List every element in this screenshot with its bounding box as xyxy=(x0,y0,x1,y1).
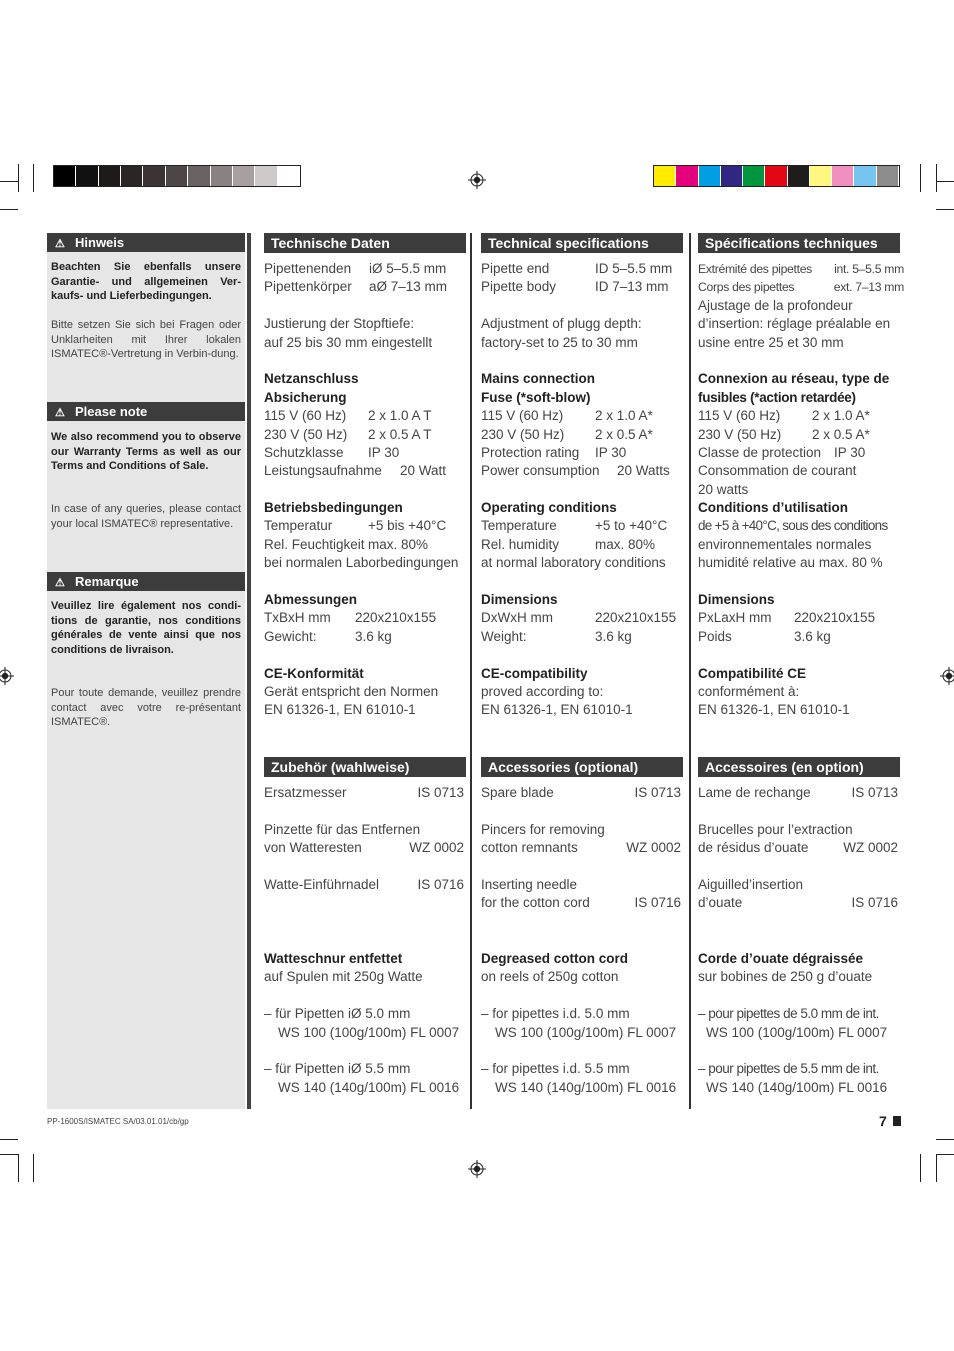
spec-label: Pipettenkörper xyxy=(264,279,352,295)
header-technical-specifications: Technical specifications xyxy=(481,233,683,253)
warning-icon: ⚠ xyxy=(55,407,65,419)
spec-value: 2 x 0.5 A T xyxy=(368,426,432,442)
accessory-code: WS 140 (140g/100m) FL 0016 xyxy=(278,1079,460,1095)
spec-label: Leistungsaufnahme xyxy=(264,463,382,479)
accessory-code: WS 100 (100g/100m) FL 0007 xyxy=(706,1024,888,1040)
spec-heading: Dimensions xyxy=(698,592,775,608)
spec-text: – für Pipetten iØ 5.5 mm xyxy=(264,1061,411,1077)
note-bold-fr: Veuillez lire également nos condi-tions de garantie, nos conditions générales de vente ainsi que nos conditions de livraison. xyxy=(51,600,241,656)
spec-label: Protection rating xyxy=(481,444,580,460)
crop-mark xyxy=(936,1139,954,1140)
process-color-bar xyxy=(653,165,900,187)
crop-mark xyxy=(920,1154,921,1182)
crop-mark xyxy=(936,209,954,210)
accessory-code: IS 0713 xyxy=(634,785,681,800)
spec-text: d’insertion: réglage préalable en xyxy=(698,316,891,332)
spec-label: 115 V (60 Hz) xyxy=(698,408,781,424)
spec-label: 115 V (60 Hz) xyxy=(264,408,347,424)
spec-value: iØ 5–5.5 mm xyxy=(369,261,447,276)
accessory-label: von Watteresten xyxy=(264,840,362,856)
spec-label: Classe de protection xyxy=(698,444,822,460)
accessory-code: WZ 0002 xyxy=(409,840,464,856)
accessories-column-de xyxy=(264,784,464,894)
spec-label: Pipettenenden xyxy=(264,261,352,276)
spec-text: – pour pipettes de 5.0 mm de int. xyxy=(698,1006,879,1022)
spec-value: IP 30 xyxy=(368,444,400,460)
color-swatch xyxy=(188,166,210,186)
color-swatch xyxy=(788,166,810,186)
spec-text: EN 61326-1, EN 61010-1 xyxy=(264,702,416,718)
crop-mark xyxy=(0,1139,18,1140)
spec-text: Gerät entspricht den Normen xyxy=(264,683,439,699)
spec-value: IP 30 xyxy=(834,444,866,460)
spec-text: EN 61326-1, EN 61010-1 xyxy=(481,702,633,718)
note-bold-de: Beachten Sie ebenfalls unsere Garantie- und allgemeinen Ver-kaufs- und Lieferbedingungen. xyxy=(51,261,241,303)
spec-text: humidité relative au max. 80 % xyxy=(698,555,883,571)
color-swatch xyxy=(76,166,98,186)
color-swatch xyxy=(676,166,698,186)
spec-text: auf Spulen mit 250g Watte xyxy=(264,969,423,985)
spec-label: 115 V (60 Hz) xyxy=(481,408,564,424)
note-text-en: In case of any queries, please contact your local ISMATEC® representative. xyxy=(51,503,241,530)
spec-label: Rel. humidity xyxy=(481,536,560,552)
accessory-label: Pinzette für das Entfernen xyxy=(264,821,421,837)
color-swatch xyxy=(255,166,277,186)
spec-heading: Conditions d’utilisation xyxy=(698,500,848,516)
spec-value: 220x210x155 xyxy=(355,610,437,626)
spec-label: 230 V (50 Hz) xyxy=(698,426,782,442)
note-text-de: Bitte setzen Sie sich bei Fragen oder Unklarheiten mit Ihrer lokalen ISMATEC®-Vertretung in Verbin-dung. xyxy=(51,319,241,361)
spec-value: 20 Watts xyxy=(617,463,670,479)
crop-mark xyxy=(936,181,954,182)
crop-mark xyxy=(33,164,34,192)
spec-text: factory-set to 25 to 30 mm xyxy=(481,334,638,350)
spec-value: IP 30 xyxy=(595,444,627,460)
accessory-code: WZ 0002 xyxy=(626,840,681,856)
note-title: Please note xyxy=(75,404,148,419)
page-marker xyxy=(893,1116,901,1126)
crop-mark xyxy=(33,1154,34,1182)
spec-label: Temperature xyxy=(481,518,557,534)
spec-heading: Mains connection xyxy=(481,371,596,387)
spec-value: 2 x 1.0 A* xyxy=(812,408,870,424)
spec-value: aØ 7–13 mm xyxy=(369,279,448,295)
registration-mark-icon xyxy=(468,171,486,189)
spec-label: PxLaxH mm xyxy=(698,610,772,626)
column-divider xyxy=(470,233,472,1109)
accessory-code: IS 0716 xyxy=(851,895,898,911)
spec-label: Temperatur xyxy=(264,518,333,534)
header-zubehoer: Zubehör (wahlweise) xyxy=(264,757,466,777)
sidebar-notes xyxy=(47,233,245,1109)
accessory-code: WS 140 (140g/100m) FL 0016 xyxy=(706,1079,888,1095)
color-swatch xyxy=(721,166,743,186)
spec-text: – für Pipetten iØ 5.0 mm xyxy=(264,1006,411,1022)
note-header-en xyxy=(47,402,245,421)
color-swatch xyxy=(54,166,76,186)
registration-mark-icon xyxy=(468,1160,486,1178)
spec-text: at normal laboratory conditions xyxy=(481,555,666,571)
spec-text: auf 25 bis 30 mm eingestellt xyxy=(264,334,433,350)
crop-mark xyxy=(0,1154,18,1155)
spec-label: DxWxH mm xyxy=(481,610,553,626)
spec-heading: Compatibilité CE xyxy=(698,665,807,681)
accessory-label: Ersatzmesser xyxy=(264,785,347,800)
spec-text: usine entre 25 et 30 mm xyxy=(698,334,844,350)
spec-text: conformément à: xyxy=(698,683,800,699)
spec-text: Justierung der Stopftiefe: xyxy=(264,316,415,332)
color-swatch xyxy=(166,166,188,186)
color-swatch xyxy=(211,166,233,186)
note-header-fr xyxy=(47,572,245,591)
spec-value: 3.6 kg xyxy=(595,628,632,644)
accessory-code: IS 0716 xyxy=(634,895,681,911)
color-swatch xyxy=(877,166,899,186)
color-swatch xyxy=(699,166,721,186)
header-accessories: Accessories (optional) xyxy=(481,757,683,777)
spec-label: TxBxH mm xyxy=(264,610,331,626)
note-text-fr: Pour toute demande, veuillez prendre contact avec votre re-présentant ISMATEC®. xyxy=(51,687,241,729)
spec-value: 220x210x155 xyxy=(595,610,677,626)
accessory-code: IS 0713 xyxy=(851,785,898,800)
spec-heading: Operating conditions xyxy=(481,500,617,516)
spec-label: 230 V (50 Hz) xyxy=(481,426,565,442)
spec-value: 20 Watt xyxy=(400,463,447,479)
cotton-cord-en xyxy=(481,950,685,1097)
spec-heading: CE-compatibility xyxy=(481,665,588,681)
accessory-label: Aiguilled’insertion xyxy=(698,876,804,892)
spec-heading: Connexion au réseau, type de xyxy=(698,371,890,387)
cotton-cord-fr xyxy=(698,950,902,1097)
spec-text: bei normalen Laborbedingungen xyxy=(264,555,459,571)
accessory-label: Watte-Einführnadel xyxy=(264,876,380,892)
registration-mark-icon xyxy=(940,667,954,685)
spec-label: Extrémité des pipettes xyxy=(698,262,812,276)
spec-value: max. 80% xyxy=(595,536,656,552)
spec-heading: Netzanschluss xyxy=(264,371,359,387)
crop-mark xyxy=(936,1154,954,1155)
spec-value: ID 5–5.5 mm xyxy=(595,261,673,276)
spec-heading: fusibles (*action retardée) xyxy=(698,389,856,405)
accessory-label: cotton remnants xyxy=(481,840,578,856)
spec-text: – pour pipettes de 5.5 mm de int. xyxy=(698,1061,879,1077)
spec-text: de +5 à +40°C, sous des conditions xyxy=(698,518,888,534)
registration-mark-icon xyxy=(0,667,14,685)
crop-mark xyxy=(0,181,18,182)
cotton-cord-de xyxy=(264,950,468,1097)
page-number: 7 xyxy=(879,1113,887,1129)
spec-label: Gewicht: xyxy=(264,628,317,644)
header-specifications-techniques: Spécifications techniques xyxy=(698,233,900,253)
spec-value: ID 7–13 mm xyxy=(595,279,669,295)
accessory-label: for the cotton cord xyxy=(481,895,590,911)
note-header-de xyxy=(47,233,245,252)
crop-mark xyxy=(0,209,18,210)
spec-heading: Fuse (*soft-blow) xyxy=(481,389,591,405)
spec-heading: Abmessungen xyxy=(264,592,358,608)
spec-text: environnementales normales xyxy=(698,536,872,552)
spec-text: on reels of 250g cotton xyxy=(481,969,619,985)
crop-mark xyxy=(936,164,937,192)
accessory-code: WS 100 (100g/100m) FL 0007 xyxy=(495,1024,677,1040)
note-bold-en: We also recommend you to observe our Warranty Terms as well as our Terms and Conditions of Sale. xyxy=(51,431,241,473)
color-swatch xyxy=(278,166,300,186)
specs-column-fr xyxy=(698,260,904,720)
color-swatch xyxy=(810,166,832,186)
color-swatch xyxy=(121,166,143,186)
crop-mark xyxy=(18,164,19,192)
note-title: Hinweis xyxy=(75,235,125,250)
color-swatch xyxy=(99,166,121,186)
spec-label: Schutzklasse xyxy=(264,444,344,460)
spec-label: 230 V (50 Hz) xyxy=(264,426,348,442)
spec-heading: CE-Konformität xyxy=(264,665,364,681)
spec-text: sur bobines de 250 g d’ouate xyxy=(698,969,873,985)
spec-label: Power consumption xyxy=(481,463,600,479)
sidebar-divider xyxy=(247,233,251,1109)
accessory-code: IS 0713 xyxy=(417,785,464,800)
spec-label: Pipette end xyxy=(481,261,550,276)
spec-heading: Watteschnur entfettet xyxy=(264,951,403,966)
spec-heading: Dimensions xyxy=(481,592,558,608)
header-technische-daten: Technische Daten xyxy=(264,233,466,253)
accessory-code: WS 100 (100g/100m) FL 0007 xyxy=(278,1024,460,1040)
spec-label: Rel. Feuchtigkeit xyxy=(264,536,365,552)
spec-label: Weight: xyxy=(481,628,527,644)
spec-text: – for pipettes i.d. 5.0 mm xyxy=(481,1006,630,1022)
spec-label: Poids xyxy=(698,628,732,644)
accessory-label: Spare blade xyxy=(481,785,554,800)
color-swatch xyxy=(654,166,676,186)
warning-icon: ⚠ xyxy=(55,577,65,589)
spec-value: 3.6 kg xyxy=(355,628,392,644)
spec-value: 2 x 1.0 A* xyxy=(595,408,653,424)
spec-label: Corps des pipettes xyxy=(698,280,795,295)
accessory-label: Lame de rechange xyxy=(698,785,811,800)
color-swatch xyxy=(765,166,787,186)
spec-value: 3.6 kg xyxy=(794,628,831,644)
accessories-column-fr xyxy=(698,784,898,913)
color-swatch xyxy=(743,166,765,186)
spec-heading: Degreased cotton cord xyxy=(481,951,629,966)
spec-text: Adjustment of plugg depth: xyxy=(481,316,642,332)
accessory-label: Brucelles pour l’extraction xyxy=(698,821,853,837)
warning-icon: ⚠ xyxy=(55,238,65,250)
color-swatch xyxy=(143,166,165,186)
spec-value: 2 x 1.0 A T xyxy=(368,408,432,424)
crop-mark xyxy=(920,164,921,192)
spec-value: 2 x 0.5 A* xyxy=(595,426,653,442)
spec-value: +5 to +40°C xyxy=(595,518,668,534)
spec-heading: Corde d’ouate dégraissée xyxy=(698,951,864,966)
spec-value: int. 5–5.5 mm xyxy=(834,262,904,276)
accessory-label: de résidus d’ouate xyxy=(698,840,809,856)
spec-text: Ajustage de la profondeur xyxy=(698,297,853,313)
spec-value: +5 bis +40°C xyxy=(368,518,447,534)
spec-text: proved according to: xyxy=(481,683,604,699)
accessory-code: WZ 0002 xyxy=(843,840,898,856)
spec-text: Consommation de courant xyxy=(698,463,857,479)
crop-mark xyxy=(936,1154,937,1182)
color-swatch xyxy=(233,166,255,186)
accessory-label: Inserting needle xyxy=(481,876,578,892)
specs-column-de xyxy=(264,260,470,720)
spec-text: 20 watts xyxy=(698,481,749,497)
accessories-column-en xyxy=(481,784,681,913)
spec-value: max. 80% xyxy=(368,536,429,552)
note-title: Remarque xyxy=(75,574,139,589)
color-swatch xyxy=(832,166,854,186)
spec-value: 2 x 0.5 A* xyxy=(812,426,870,442)
accessory-code: IS 0716 xyxy=(417,876,464,892)
specs-column-en xyxy=(481,260,687,720)
header-accessoires: Accessoires (en option) xyxy=(698,757,900,777)
crop-mark xyxy=(18,1154,19,1182)
color-swatch xyxy=(854,166,876,186)
accessory-label: d’ouate xyxy=(698,895,743,911)
document-code: PP-1600S/ISMATEC SA/03.01.01/cb/gp xyxy=(47,1117,189,1126)
accessory-label: Pincers for removing xyxy=(481,821,605,837)
spec-heading: Absicherung xyxy=(264,389,347,405)
grayscale-color-bar xyxy=(53,165,301,187)
column-divider xyxy=(689,233,691,1109)
accessory-code: WS 140 (140g/100m) FL 0016 xyxy=(495,1079,677,1095)
spec-heading: Betriebsbedingungen xyxy=(264,500,403,516)
spec-text: – for pipettes i.d. 5.5 mm xyxy=(481,1061,630,1077)
spec-value: 220x210x155 xyxy=(794,610,876,626)
spec-value: ext. 7–13 mm xyxy=(833,280,904,295)
spec-text: EN 61326-1, EN 61010-1 xyxy=(698,702,850,718)
spec-label: Pipette body xyxy=(481,279,557,295)
